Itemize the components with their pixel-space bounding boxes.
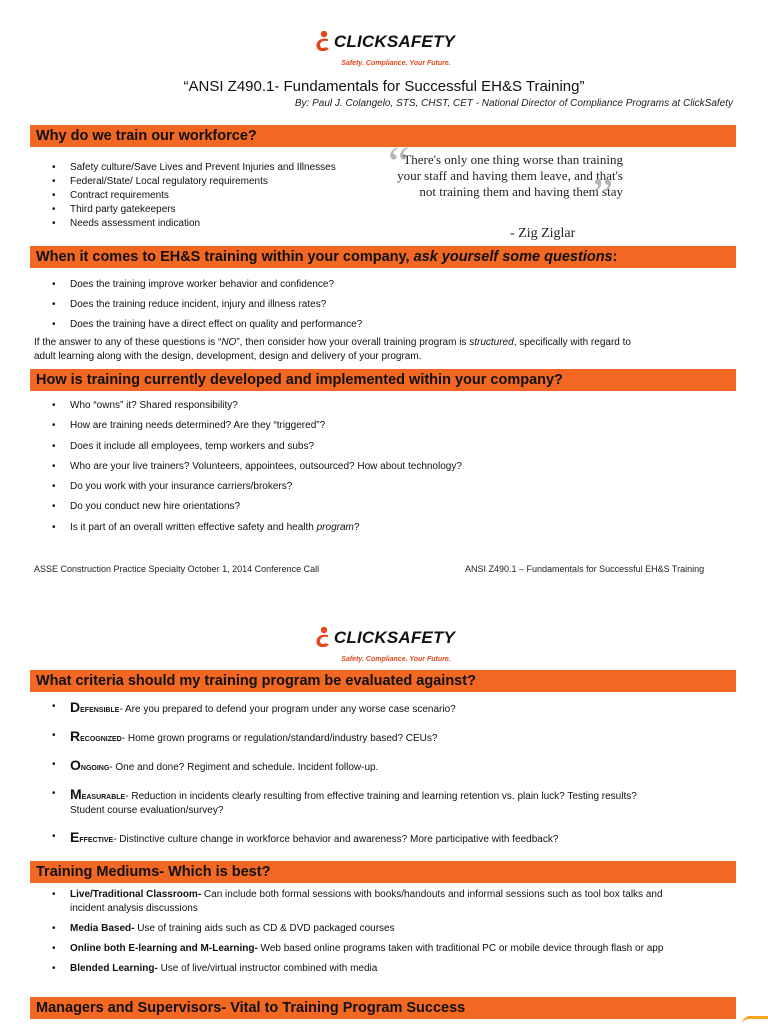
para-part: If the answer to any of these questions is “ (34, 337, 222, 348)
heading-part: : (612, 249, 618, 265)
criteria-word: ffective (79, 834, 114, 845)
medium-name: Blended Learning- (70, 963, 158, 974)
list-item (52, 518, 462, 538)
list-item: • Does the training have a direct effect on quality and performance? (52, 315, 362, 335)
medium-name: Media Based- (70, 923, 135, 934)
section-heading-criteria: What criteria should my training program be evaluated against? (30, 670, 736, 692)
medium-name: Live/Traditional Classroom- (70, 889, 202, 900)
list-item: • Does it include all employees, temp workers and subs? (52, 437, 462, 457)
heading-emphasis: ask yourself some questions (413, 249, 613, 265)
zig-ziglar-quote (388, 137, 628, 246)
para-no: NO (221, 337, 237, 348)
quote-line: your staff and having them leave, and that's (397, 168, 623, 183)
logo-name: CLICKSAFETY (333, 32, 456, 51)
answer-paragraph (34, 336, 724, 364)
medium-text: Web based online programs taken with traditional PC or mobile device through flash or app (257, 943, 664, 954)
clicksafety-logo-icon (313, 626, 333, 650)
list-item: • Do you conduct new hire orientations? (52, 497, 462, 517)
criteria-word: easurable (81, 791, 126, 802)
criteria-list (52, 700, 732, 847)
list-item: • Safety culture/Save Lives and Prevent Injuries and Illnesses (52, 161, 336, 175)
medium-text-line2: incident analysis discussions (70, 903, 198, 914)
logo-name: CLICKSAFETY (333, 628, 456, 647)
para-part: ”, then consider how your overall training program is (236, 337, 470, 348)
list-item: • Does the training reduce incident, injury and illness rates? (52, 295, 362, 315)
logo-tagline: Safety. Compliance. Your Future. (341, 656, 451, 663)
medium-item-online (52, 942, 732, 956)
medium-name: Online both E-learning and M-Learning- (70, 943, 258, 954)
item-emphasis: program (316, 521, 354, 533)
item-part: Is it part of an overall written effective safety and health (70, 521, 317, 533)
criteria-text-line2: Student course evaluation/survey? (70, 805, 224, 816)
quote-line: There's only one thing worse than training (403, 152, 623, 167)
quote-author: - Zig Ziglar (510, 226, 576, 241)
list-item: • Contract requirements (52, 189, 336, 203)
section-heading-ask-questions (30, 246, 736, 268)
list-item: • Who “owns” it? Shared responsibility? (52, 396, 462, 416)
quote-text (388, 152, 623, 200)
footer-left: ASSE Construction Practice Specialty October 1, 2014 Conference Call (34, 564, 320, 574)
clicksafety-logo (0, 30, 768, 67)
open-quote-icon: “ (388, 137, 410, 190)
logo-tagline: Safety. Compliance. Your Future. (341, 60, 451, 67)
item-part: ? (353, 521, 360, 533)
list-item: • Do you work with your insurance carriers/brokers? (52, 477, 462, 497)
quote-line: not training them and having them stay (419, 184, 623, 199)
para-structured: structured (469, 337, 514, 348)
mediums-list (52, 888, 732, 976)
why-train-list (52, 161, 336, 231)
criteria-initial: M (70, 786, 82, 802)
section-heading-mediums: Training Mediums- Which is best? (30, 861, 736, 883)
page-title: “ANSI Z490.1- Fundamentals for Successful EH&S Training” (183, 78, 585, 95)
para-part: , specifically with regard to (513, 337, 631, 348)
criteria-initial: D (70, 699, 81, 715)
criteria-text: - Reduction in incidents clearly resulting from effective training and learning retention vs. plain luck? Testing results? (125, 791, 637, 802)
criteria-word: ngoing (80, 762, 110, 773)
list-item: • Third party gatekeepers (52, 203, 336, 217)
footer-right: ANSI Z490.1 – Fundamentals for Successful EH&S Training (465, 564, 705, 574)
criteria-item-ongoing (52, 758, 732, 775)
section-heading-how-developed: How is training currently developed and implemented within your company? (30, 369, 736, 391)
list-item: • Federal/State/ Local regulatory requirements (52, 175, 336, 189)
criteria-initial: R (70, 728, 81, 744)
byline: By: Paul J. Colangelo, STS, CHST, CET - National Director of Compliance Programs at ClickSafety (294, 98, 733, 109)
questions-list (52, 275, 362, 335)
how-developed-list (52, 396, 462, 538)
criteria-item-defensible (52, 700, 732, 717)
close-quote-icon: ” (592, 169, 614, 222)
decorative-swoosh (742, 1016, 768, 1024)
criteria-word: ecognized (80, 733, 122, 744)
medium-item-classroom (52, 888, 732, 916)
clicksafety-logo-icon (313, 30, 333, 54)
criteria-initial: E (70, 829, 80, 845)
list-item: • Needs assessment indication (52, 217, 336, 231)
medium-text: Can include both formal sessions with books/handouts and informal sessions such as tool box talks and (201, 889, 663, 900)
list-item: • Who are your live trainers? Volunteers, appointees, outsourced? How about technology? (52, 457, 462, 477)
list-item: • Does the training improve worker behavior and confidence? (52, 275, 362, 295)
heading-part: When it comes to EH&S training within your company, (36, 249, 414, 265)
criteria-text: - One and done? Regiment and schedule. Incident follow-up. (109, 762, 379, 773)
criteria-item-measurable (52, 787, 732, 818)
section-heading-why-train: Why do we train our workforce? (30, 125, 736, 147)
criteria-initial: O (70, 757, 81, 773)
clicksafety-logo (0, 626, 768, 663)
medium-text: Use of training aids such as CD & DVD packaged courses (134, 923, 395, 934)
section-heading-managers: Managers and Supervisors- Vital to Training Program Success (30, 997, 736, 1019)
criteria-word: efensible (80, 704, 120, 715)
medium-item-blended (52, 962, 732, 976)
criteria-item-recognized (52, 729, 732, 746)
list-item: • How are training needs determined? Are they “triggered”? (52, 416, 462, 436)
medium-text: Use of live/virtual instructor combined with media (157, 963, 378, 974)
criteria-item-effective (52, 830, 732, 847)
criteria-text: - Home grown programs or regulation/standard/industry based? CEUs? (121, 733, 438, 744)
medium-item-media (52, 922, 732, 936)
criteria-text: - Distinctive culture change in workforce behavior and awareness? More participative with feedback? (113, 834, 559, 845)
para-line: adult learning along with the design, development, design and delivery of your program. (34, 351, 422, 362)
criteria-text: - Are you prepared to defend your program under any worse case scenario? (119, 704, 456, 715)
